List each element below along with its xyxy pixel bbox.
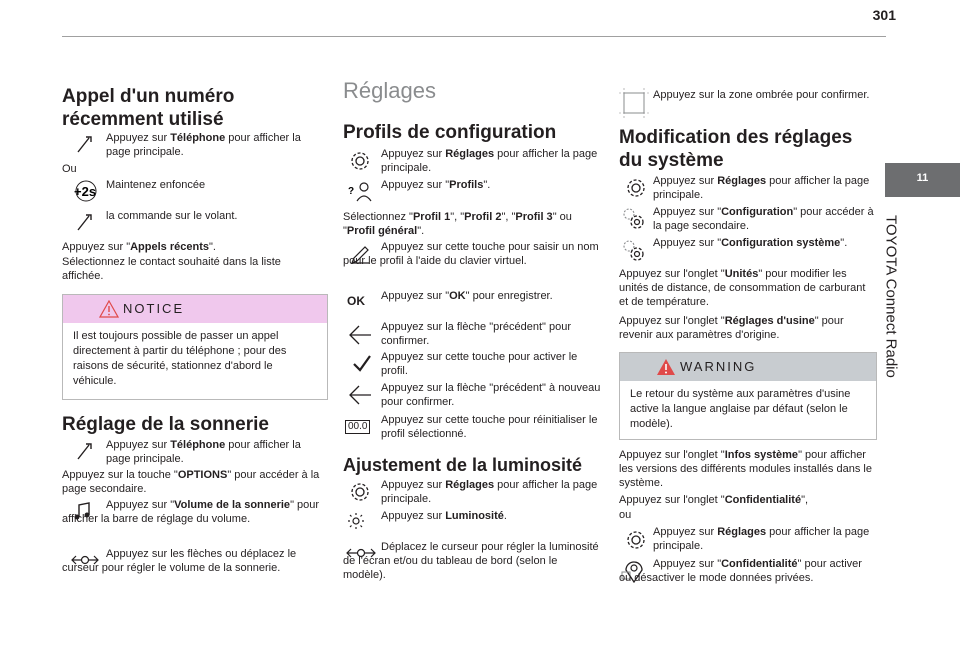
notice-header	[63, 295, 327, 323]
finger-tap-icon	[74, 440, 96, 462]
reset-icon: 00.0	[345, 420, 370, 434]
step-modif-1: Appuyez sur Réglages pour afficher la page principale.	[653, 175, 870, 201]
step-modif-9: Appuyez sur "Confidentialité" pour activer ou désactiver le mode données privées.	[619, 558, 862, 584]
step-modif-2: Appuyez sur "Configuration" pour accéder à la page secondaire.	[653, 206, 874, 232]
notice-box	[62, 294, 328, 400]
finger-tap-icon	[74, 133, 96, 155]
step-profil-1: Appuyez sur Réglages pour afficher la page principale.	[381, 148, 598, 174]
shaded-zone-icon	[619, 88, 649, 118]
notice-label: NOTICE	[123, 301, 185, 316]
heading-reglages: Réglages	[343, 78, 436, 103]
brightness-icon	[347, 510, 375, 532]
step-modif-7: Appuyez sur l'onglet "Confidentialité",	[619, 494, 809, 506]
step-lum-2: Appuyez sur Luminosité.	[381, 510, 507, 522]
text-maintenez: Maintenez enfoncée	[106, 179, 206, 191]
side-title-text: TOYOTA Connect Radio	[882, 215, 900, 378]
step-profil-3: Sélectionnez "Profil 1", "Profil 2", "Profil 3" ou "Profil général".	[343, 211, 572, 237]
gear-icon	[625, 529, 647, 551]
notice-triangle-icon	[99, 300, 119, 318]
step-lum-1: Appuyez sur Réglages pour afficher la page principale.	[381, 479, 598, 505]
finger-tap-icon	[74, 211, 96, 233]
text-commande: la commande sur le volant.	[106, 210, 238, 222]
ok-icon: OK	[347, 294, 365, 308]
step-profil-6: Appuyez sur la flèche "précédent" pour confirmer.	[381, 321, 572, 347]
check-icon	[351, 352, 373, 374]
heading-profils: Profils de configuration	[343, 122, 557, 143]
warning-box	[619, 352, 877, 440]
warning-text: Le retour du système aux paramètres d'usine active la langue anglaise par défaut (selon le modèle).	[630, 388, 851, 430]
step-appels-recents: Appuyez sur "Appels récents".	[62, 241, 216, 253]
step-appel-1: Appuyez sur Téléphone pour afficher la page principale.	[106, 132, 301, 158]
step-profil-8: Appuyez sur la flèche "précédent" à nouveau pour confirmer.	[381, 382, 601, 408]
gear-icon	[625, 177, 647, 199]
header-rule	[62, 36, 886, 37]
step-confirm-zone: Appuyez sur la zone ombrée pour confirmer.	[653, 89, 870, 101]
warning-triangle-icon	[656, 358, 676, 376]
step-profil-7: Appuyez sur cette touche pour activer le profil.	[381, 351, 578, 377]
step-modif-4: Appuyez sur l'onglet "Unités" pour modifier les unités de distance, de consommation de carburant et de température.	[619, 268, 866, 308]
step-lum-3: Déplacez le curseur pour régler la luminosité de l'écran et/ou du tableau de bord (selon le modèle).	[343, 541, 599, 581]
back-arrow-icon	[347, 384, 373, 406]
step-selectionnez-contact: Sélectionnez le contact souhaité dans la liste affichée.	[62, 256, 281, 282]
heading-modification: Modification des réglages du système	[619, 127, 853, 171]
step-sonnerie-1: Appuyez sur Téléphone pour afficher la page principale.	[106, 439, 301, 465]
warning-label: WARNING	[680, 359, 757, 374]
text-ou-2: ou	[619, 509, 632, 521]
step-profil-4: Appuyez sur cette touche pour saisir un nom pour le profil à l'aide du clavier virtuel.	[343, 241, 599, 267]
gear-icon	[349, 150, 371, 172]
svg-text:+2s: +2s	[74, 184, 97, 199]
step-profil-5: Appuyez sur "OK" pour enregistrer.	[381, 290, 553, 302]
heading-appel: Appel d'un numéro récemment utilisé	[62, 86, 235, 130]
chapter-tab: 11	[885, 163, 960, 197]
gear-icon	[349, 481, 371, 503]
step-modif-6: Appuyez sur l'onglet "Infos système" pour afficher les versions des différents modules installés dans le système.	[619, 449, 872, 489]
step-modif-5: Appuyez sur l'onglet "Réglages d'usine" pour revenir aux paramètres d'origine.	[619, 315, 844, 341]
notice-text: Il est toujours possible de passer un appel directement à partir du téléphone ; pour des raisons de sécurité, stationnez d'abord le véhicule.	[73, 330, 287, 387]
step-sonnerie-3: Appuyez sur "Volume de la sonnerie" pour afficher la barre de réglage du volume.	[62, 499, 320, 525]
profile-question-icon	[347, 180, 375, 202]
steering-call-icon	[72, 180, 100, 202]
step-sonnerie-2: Appuyez sur la touche "OPTIONS" pour accéder à la page secondaire.	[62, 469, 320, 495]
step-profil-9: Appuyez sur cette touche pour réinitialiser le profil sélectionné.	[381, 414, 598, 440]
page-number: 301	[872, 7, 896, 23]
side-title	[869, 215, 929, 575]
gears-double-icon	[621, 238, 647, 264]
heading-sonnerie: Réglage de la sonnerie	[62, 414, 269, 435]
heading-luminosite: Ajustement de la luminosité	[343, 455, 583, 475]
text-ou: Ou	[62, 163, 77, 175]
step-modif-8: Appuyez sur Réglages pour afficher la page principale.	[653, 526, 870, 552]
gears-double-icon	[621, 206, 647, 232]
step-modif-3: Appuyez sur "Configuration système".	[653, 237, 848, 249]
step-sonnerie-4: Appuyez sur les flèches ou déplacez le curseur pour régler le volume de la sonnerie.	[62, 548, 297, 574]
svg-text:?: ?	[348, 186, 355, 197]
warning-header	[620, 353, 876, 381]
back-arrow-icon	[347, 324, 373, 346]
step-profil-2: Appuyez sur "Profils".	[381, 179, 491, 191]
